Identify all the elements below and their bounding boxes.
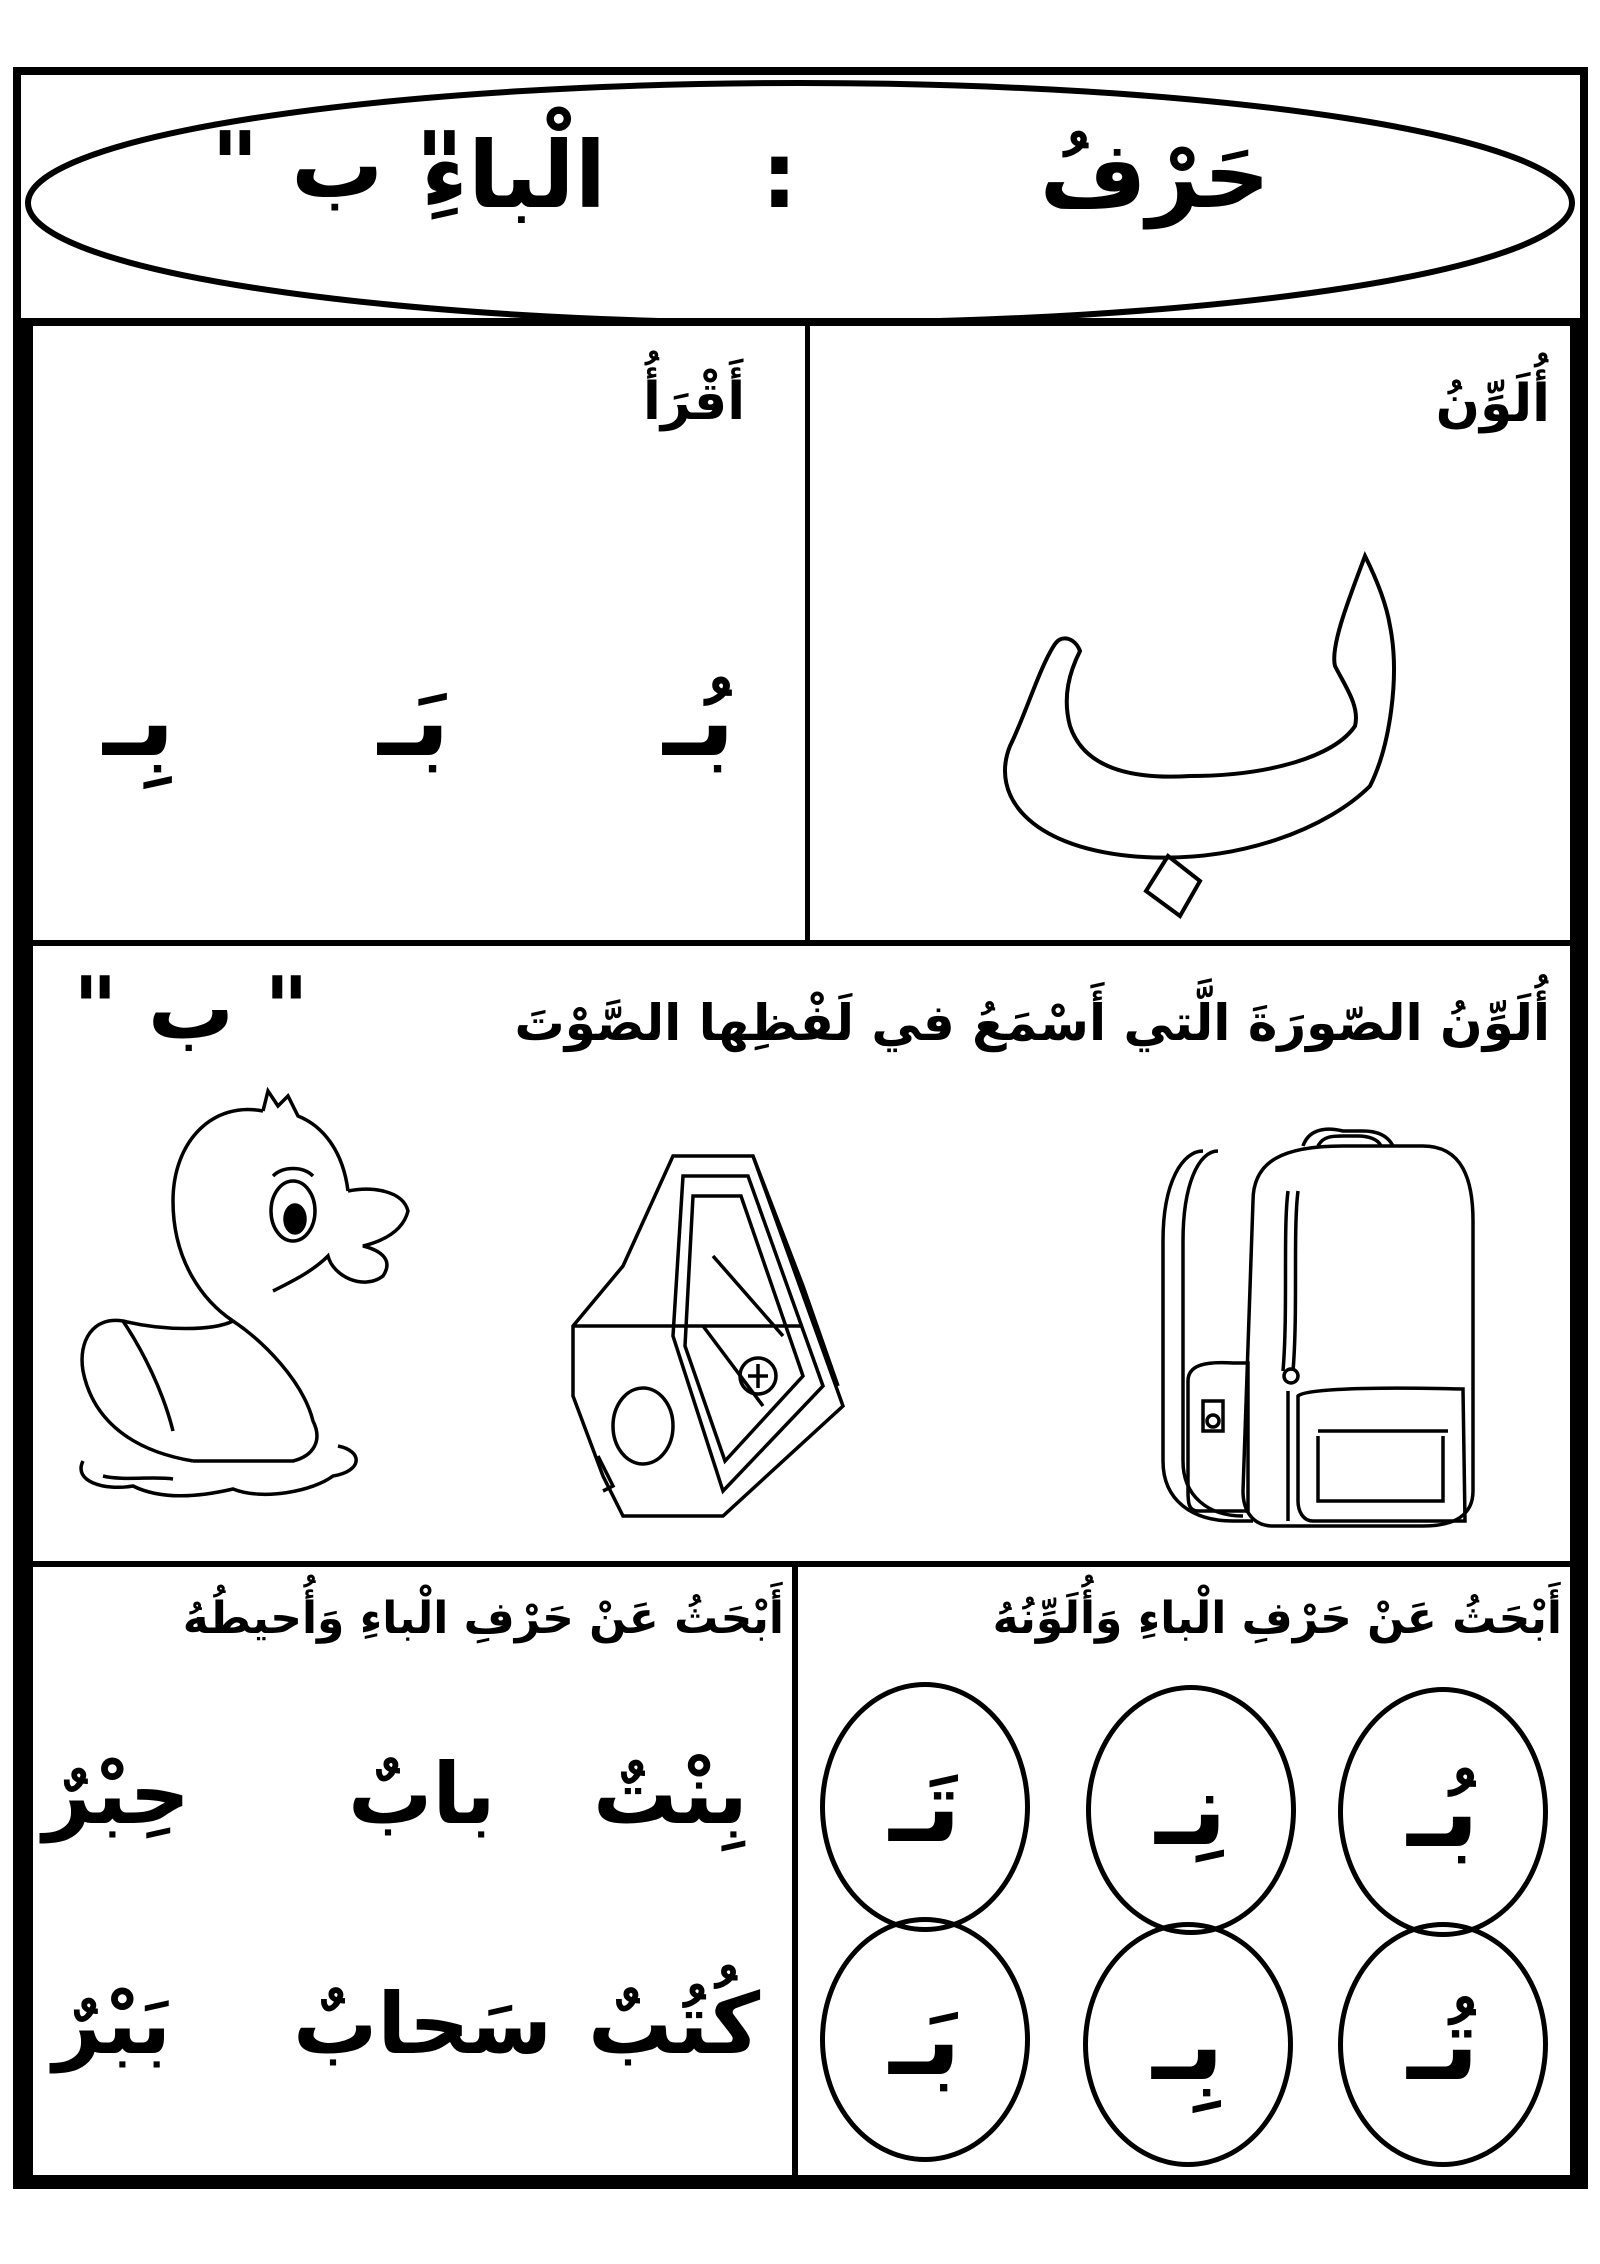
picture-target-letter: " ب " xyxy=(73,959,309,1059)
letter-circle[interactable]: بِـ xyxy=(1083,1922,1293,2167)
letter-circle[interactable]: تُـ xyxy=(1338,1922,1548,2167)
backpack-picture[interactable] xyxy=(1143,1131,1483,1531)
pencil-sharpener-picture[interactable] xyxy=(573,1156,953,1556)
read-letter-2: بَـ xyxy=(378,662,450,779)
picture-instruction: أُلَوِّنُ الصّورَةَ الَّتي أَسْمَعُ في لَفْظِها الصَّوْتَ xyxy=(514,994,1550,1052)
color-letter-cell xyxy=(810,326,1570,940)
header-colon: : xyxy=(761,122,798,229)
letter-circle[interactable]: نِـ xyxy=(1086,1685,1296,1935)
find-circle-cell xyxy=(33,1567,792,2175)
color-label: أُلَوِّنُ xyxy=(1435,374,1550,434)
read-cell xyxy=(33,326,805,940)
word-item[interactable]: بِنْتٌ xyxy=(593,1745,748,1843)
word-item[interactable]: سَحابٌ xyxy=(293,1975,553,2073)
word-item[interactable]: كُتُبٌ xyxy=(588,1975,761,2073)
word-item[interactable]: بابٌ xyxy=(348,1745,496,1843)
letter-circle[interactable]: بَـ xyxy=(820,1917,1030,2162)
read-letter-1: بُـ xyxy=(663,662,735,779)
read-letter-3: بِـ xyxy=(103,662,175,779)
inner-right-border xyxy=(1570,320,1580,2175)
find-color-instruction: أَبْحَثُ عَنْ حَرْفِ الْباءِ وَأُلَوِّنُهُ xyxy=(992,1593,1562,1644)
duckling-picture[interactable] xyxy=(63,1091,443,1511)
letter-circle[interactable]: تَـ xyxy=(820,1682,1030,1932)
header-letter-quoted: " ب " xyxy=(211,112,464,219)
word-item[interactable]: حِبْرٌ xyxy=(43,1745,191,1843)
header-divider xyxy=(13,318,1588,326)
find-circle-instruction: أَبْحَثُ عَنْ حَرْفِ الْباءِ وَأُحيطُهُ xyxy=(182,1593,784,1644)
picture-section xyxy=(33,946,1570,1561)
header xyxy=(21,75,1580,320)
header-letter-name: الْباءِ xyxy=(421,122,607,229)
header-title-word: حَرْفُ xyxy=(1039,122,1270,229)
letter-ba-outline[interactable] xyxy=(810,326,1570,940)
word-item[interactable]: بَبْرٌ xyxy=(53,1975,172,2073)
read-label: أَقْرَأُ xyxy=(643,372,746,432)
letter-circle[interactable]: بُـ xyxy=(1338,1687,1548,1937)
inner-left-border xyxy=(21,320,33,2175)
find-color-cell xyxy=(798,1567,1570,2175)
